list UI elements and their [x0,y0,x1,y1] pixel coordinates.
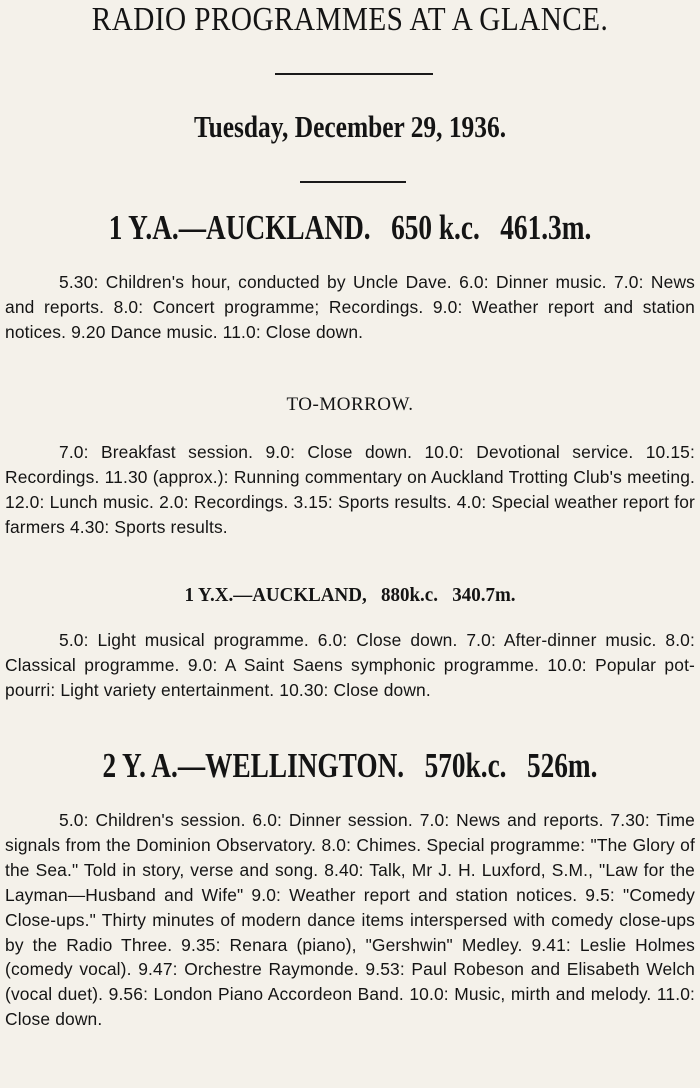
page-title: RADIO PROGRAMMES AT A GLANCE. [91,1,609,38]
station-heading-2ya: 2 Y. A.—WELLINGTON. 570k.c. 526m. [102,746,598,785]
divider-rule [275,73,433,75]
station-heading-1ya: 1 Y.A.—AUCKLAND. 650 k.c. 461.3m. [108,208,592,247]
divider-rule [300,181,406,183]
tomorrow-heading: TO-MORROW. [286,394,414,415]
programme-2ya: 5.0: Children's session. 6.0: Dinner session. 7.0: News and reports. 7.30: Time signals from the Dominion Observatory. 8.0: Chimes. Special programme: "The Glory of the Sea." Told in story, verse and song. 8.40: Talk, Mr J. H. Luxford, S.M., "Law for the Layman—Husband and Wife" 9.0: Weather report and station notices. 9.5: "Comedy Close-ups." Thirty minutes of modern dance items interspersed with comedy close-ups by the Radio Three. 9.35: Renara (piano), "Gershwin" Medley. 9.41: Leslie Holmes (comedy vocal). 9.47: Orchestre Raymonde. 9.53: Paul Robeson and Elisabeth Welch (vocal duet). 9.56: London Piano Accordeon Band. 10.0: Music, mirth and melody. 11.0: Close down. [5,810,695,1030]
programme-1yx: 5.0: Light musical programme. 6.0: Close down. 7.0: After-dinner music. 8.0: Classical programme. 9.0: A Saint Saens symphonic programme. 10.0: Popular pot-pourri: Light variety entertainment. 10.30: Close down. [5,630,695,700]
programme-1ya-tomorrow: 7.0: Breakfast session. 9.0: Close down. 10.0: Devotional service. 10.15: Recordings. 11.30 (approx.): Running commentary on Auckland Trotting Club's meeting. 12.0: Lunch music. 2.0: Recordings. 3.15: Sports results. 4.0: Special weather report for farmers 4.30: Sports results. [5,442,695,537]
programme-1ya: 5.30: Children's hour, conducted by Uncle Dave. 6.0: Dinner music. 7.0: News and reports. 8.0: Concert programme; Recordings. 9.0: Weather report and station notices. 9.20 Dance music. 11.0: Close down. [5,272,695,342]
station-heading-1yx: 1 Y.X.—AUCKLAND, 880k.c. 340.7m. [184,584,516,606]
date-heading: Tuesday, December 29, 1936. [193,109,507,144]
